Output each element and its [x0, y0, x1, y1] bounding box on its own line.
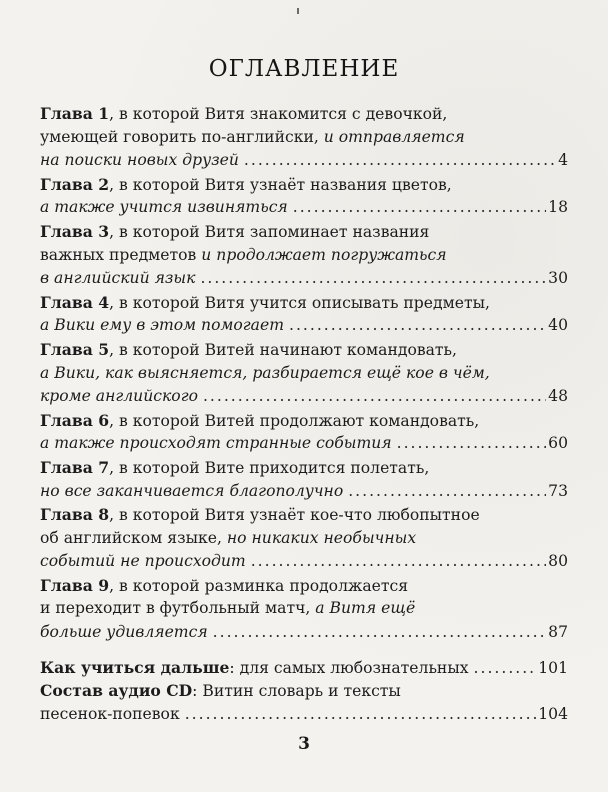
- toc-line: [40, 126, 568, 150]
- toc-entry[interactable]: [40, 173, 568, 220]
- chapter-description: умеющей говорить по-английски,: [40, 127, 324, 146]
- leader-dots: [251, 550, 546, 574]
- toc-line: [40, 480, 568, 504]
- chapter-description: , в которой Витя знакомится с девочкой,: [109, 105, 448, 123]
- toc-page-number: 30: [548, 269, 568, 288]
- leader-dots: [293, 196, 546, 220]
- toc-page-number: 73: [548, 481, 568, 500]
- leader-dots: [474, 657, 537, 681]
- toc-line-text: [40, 550, 246, 574]
- chapter-subtitle-italic: но никаких необычных: [226, 528, 417, 547]
- leader-dots: [200, 267, 546, 291]
- chapter-subtitle-italic: а также учится извиняться: [40, 198, 288, 217]
- toc-page-number: 48: [548, 387, 568, 406]
- leader-dots: [397, 432, 547, 456]
- chapter-description: , в которой Витя запоминает названия: [109, 222, 430, 241]
- toc-page-number: 87: [548, 623, 568, 642]
- toc-line: [40, 196, 568, 220]
- chapter-subtitle-italic: а Витя ещё: [315, 599, 416, 618]
- leader-dots: [289, 314, 546, 338]
- toc-line: [40, 314, 568, 338]
- chapter-subtitle-italic: а также происходят странные события: [40, 434, 392, 453]
- toc-line: [40, 362, 568, 386]
- chapter-label: Глава 4: [40, 292, 110, 312]
- toc-line-text: [40, 267, 195, 291]
- toc-page-number: 18: [548, 198, 568, 217]
- chapter-description: и переходит в футбольный матч,: [40, 599, 316, 618]
- toc-line: [40, 574, 568, 598]
- chapter-subtitle-italic: а Вики, как выясняется, разбирается ещё кое в чём,: [40, 363, 490, 382]
- chapter-label: Состав аудио CD: [40, 681, 193, 701]
- chapter-subtitle-italic: и отправляется: [323, 127, 465, 146]
- toc-line: [40, 267, 568, 291]
- leader-dots: [348, 480, 546, 504]
- toc-entry[interactable]: [40, 574, 568, 645]
- toc-line: [40, 385, 568, 409]
- toc-page-number: 104: [538, 704, 568, 723]
- chapter-description: , в которой Витя учится описывать предметы,: [109, 293, 490, 312]
- toc-line-text: [40, 621, 208, 645]
- toc-line: [40, 703, 568, 727]
- chapter-subtitle-italic: больше удивляется: [40, 623, 208, 642]
- toc-entry[interactable]: [40, 220, 568, 291]
- toc-line: [40, 220, 568, 244]
- toc-page-number: 4: [558, 151, 568, 170]
- toc-line: [40, 656, 568, 680]
- chapter-subtitle-italic: событий не происходит: [40, 552, 246, 571]
- leader-dots: [203, 385, 546, 409]
- toc-line-text: [40, 196, 288, 220]
- chapter-subtitle-italic: на поиски новых друзей: [40, 151, 239, 170]
- chapter-label: Глава 2: [40, 174, 110, 194]
- chapter-subtitle-italic: в английский язык: [40, 269, 196, 288]
- toc-line-text: [40, 432, 392, 456]
- toc-line-text: [40, 703, 180, 727]
- toc-entry[interactable]: [40, 456, 568, 503]
- toc-entry[interactable]: [40, 679, 568, 726]
- page-title: ОГЛАВЛЕНИЕ: [208, 56, 400, 82]
- leader-dots: [185, 703, 537, 727]
- toc-entry[interactable]: [40, 503, 568, 574]
- page-number: 3: [298, 734, 310, 754]
- toc-line-text: [40, 314, 284, 338]
- toc-line: [40, 149, 568, 173]
- chapter-description: : Витин словарь и тексты: [192, 682, 401, 701]
- chapter-label: Глава 1: [40, 104, 110, 123]
- leader-dots: [213, 621, 547, 645]
- toc-line-text: [40, 149, 239, 173]
- toc-entry[interactable]: [40, 338, 568, 409]
- table-of-contents: [40, 102, 568, 726]
- print-mark: [297, 8, 299, 14]
- toc-line: [40, 550, 568, 574]
- chapter-subtitle-italic: но все заканчивается благополучно: [40, 481, 344, 500]
- chapter-label: Глава 7: [40, 457, 110, 477]
- chapter-label: Глава 6: [40, 410, 110, 430]
- chapter-description: , в которой Витей продолжают командовать,: [109, 411, 480, 430]
- chapter-description: , в которой разминка продолжается: [109, 576, 409, 595]
- chapter-description: : для самых любознательных: [229, 658, 469, 677]
- toc-line-text: [40, 385, 198, 409]
- chapter-label: Глава 5: [40, 339, 110, 359]
- toc-line: [40, 679, 568, 703]
- toc-line: [40, 409, 568, 433]
- toc-line: [40, 621, 568, 645]
- toc-line: [40, 597, 568, 621]
- toc-line: [40, 527, 568, 551]
- toc-page-number: 40: [548, 316, 568, 335]
- toc-entry[interactable]: [40, 656, 568, 680]
- toc-line: [40, 173, 568, 197]
- toc-page-number: 60: [548, 434, 568, 453]
- toc-line: [40, 244, 568, 268]
- toc-line: [40, 338, 568, 362]
- chapter-description: , в которой Витя узнаёт названия цветов,: [109, 175, 452, 194]
- chapter-description: , в которой Витей начинают командовать,: [109, 340, 458, 359]
- chapter-subtitle-italic: а Вики ему в этом помогает: [40, 316, 284, 335]
- chapter-description: , в которой Витя узнаёт кое-что любопытное: [109, 506, 480, 525]
- chapter-label: Глава 8: [40, 505, 110, 525]
- section-gap: [40, 645, 568, 656]
- toc-page-number: 101: [538, 658, 568, 677]
- chapter-description: об английском языке,: [40, 528, 227, 547]
- toc-line: [40, 503, 568, 527]
- toc-line: [40, 456, 568, 480]
- chapter-description: важных предметов: [40, 245, 202, 264]
- chapter-subtitle-italic: и продолжает погружаться: [201, 245, 447, 264]
- chapter-label: Как учиться дальше: [40, 657, 230, 677]
- toc-line-text: [40, 656, 469, 681]
- chapter-description: песенок-попевок: [40, 704, 180, 723]
- chapter-label: Глава 9: [40, 575, 110, 595]
- toc-line: [40, 291, 568, 315]
- toc-entry[interactable]: [40, 409, 568, 456]
- toc-entry[interactable]: [40, 102, 568, 173]
- leader-dots: [244, 149, 556, 173]
- toc-line: [40, 102, 568, 126]
- toc-page-number: 80: [548, 552, 568, 571]
- chapter-description: , в которой Вите приходится полетать,: [109, 458, 430, 477]
- toc-line: [40, 432, 568, 456]
- chapter-subtitle-italic: кроме английского: [40, 387, 198, 406]
- toc-entry[interactable]: [40, 291, 568, 338]
- chapter-label: Глава 3: [40, 221, 110, 241]
- toc-line-text: [40, 480, 343, 504]
